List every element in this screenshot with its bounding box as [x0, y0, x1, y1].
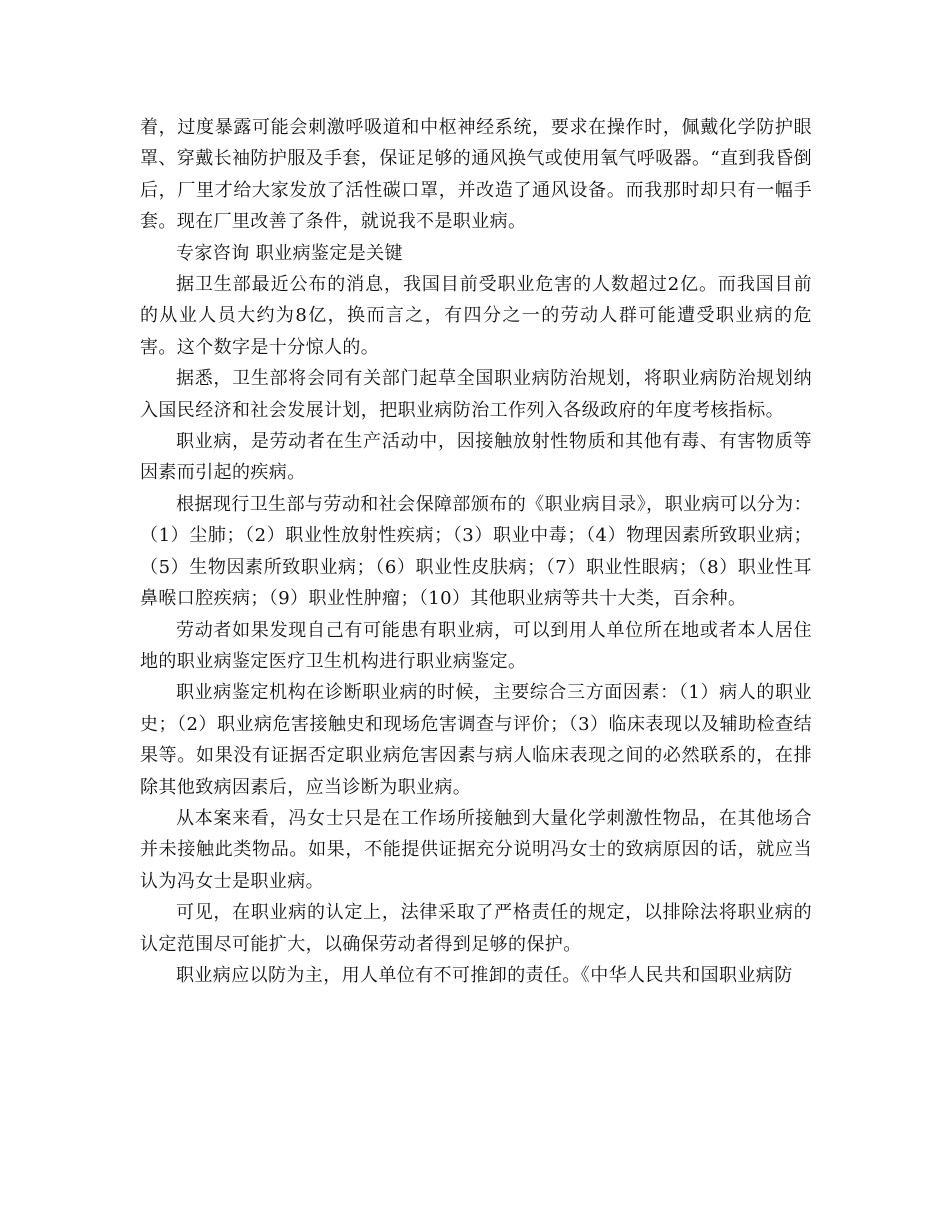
- paragraph-9: 可见，在职业病的认定上，法律采取了严格责任的规定，以排除法将职业病的认定范围尽可能扩大，以确保劳动者得到足够的保护。: [140, 902, 812, 955]
- paragraph-1: 着，过度暴露可能会刺激呼吸道和中枢神经系统，要求在操作时，佩戴化学防护眼罩、穿戴长袖防护服及手套，保证足够的通风换气或使用氧气呼吸器。“直到我昏倒后，厂里才给大家发放了活性碳口罩，并改造了通风设备。而我那时却只有一幅手套。现在厂里改善了条件，就说我不是职业病。: [140, 117, 812, 233]
- paragraph-6: 劳动者如果发现自己有可能患有职业病，可以到用人单位所在地或者本人居住地的职业病鉴定医疗卫生机构进行职业病鉴定。: [140, 619, 812, 672]
- paragraph-8: 从本案来看，冯女士只是在工作场所接触到大量化学刺激性物品，在其他场合并未接触此类物品。如果，不能提供证据充分说明冯女士的致病原因的话，就应当认为冯女士是职业病。: [140, 807, 812, 892]
- document-page: [140, 112, 812, 991]
- section-heading-expert-consult: 专家咨询 职业病鉴定是关键: [176, 242, 403, 264]
- paragraph-4: 职业病，是劳动者在生产活动中，因接触放射性物质和其他有毒、有害物质等因素而引起的疾病。: [140, 431, 812, 484]
- paragraph-5: 根据现行卫生部与劳动和社会保障部颁布的《职业病目录》，职业病可以分为：（1）尘肺；（2）职业性放射性疾病；（3）职业中毒；（4）物理因素所致职业病；（5）生物因素所致职业病；（6）职业性皮肤病；（7）职业性眼病；（8）职业性耳鼻喉口腔疾病；（9）职业性肿瘤；（10）其他职业病等共十大类，百余种。: [140, 493, 812, 610]
- paragraph-2: 据卫生部最近公布的消息，我国目前受职业危害的人数超过2亿。而我国目前的从业人员大约为8亿，换而言之，有四分之一的劳动人群可能遭受职业病的危害。这个数字是十分惊人的。: [140, 274, 812, 358]
- paragraph-7: 职业病鉴定机构在诊断职业病的时候，主要综合三方面因素：（1）病人的职业史；（2）职业病危害接触史和现场危害调查与评价；（3）临床表现以及辅助检查结果等。如果没有证据否定职业病危害因素与病人临床表现之间的必然联系的，在排除其他致病因素后，应当诊断为职业病。: [140, 682, 812, 798]
- paragraph-3: 据悉，卫生部将会同有关部门起草全国职业病防治规划，将职业病防治规划纳入国民经济和社会发展计划，把职业病防治工作列入各级政府的年度考核指标。: [140, 368, 812, 421]
- paragraph-10: 职业病应以防为主，用人单位有不可推卸的责任。《中华人民共和国职业病防: [176, 964, 793, 986]
